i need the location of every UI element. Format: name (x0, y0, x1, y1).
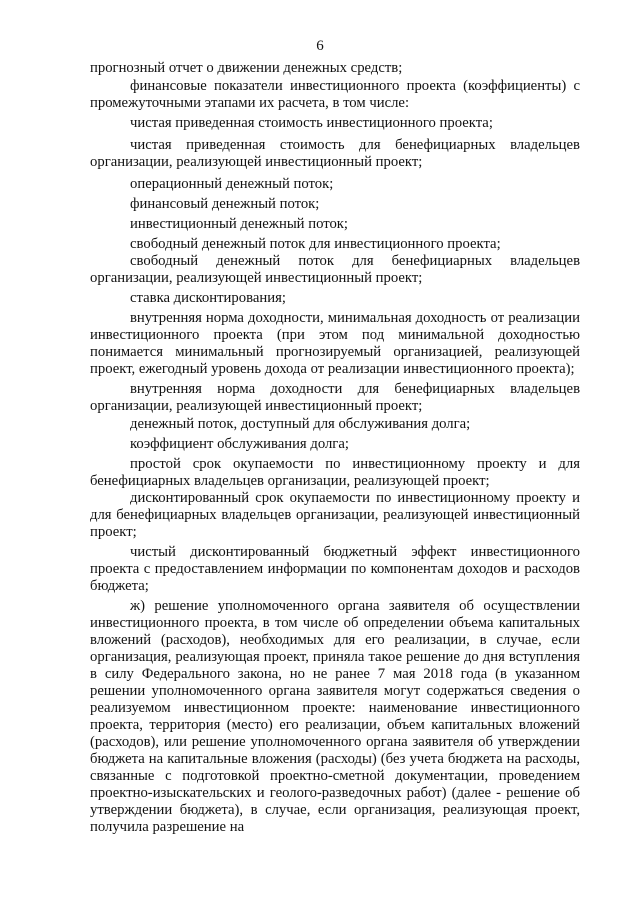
paragraph: коэффициент обслуживания долга; (130, 435, 349, 452)
paragraph: простой срок окупаемости по инвестиционному проекту и для бенефициарных владельцев организации, реализующей проект; (90, 455, 580, 489)
paragraph: инвестиционный денежный поток; (130, 215, 349, 232)
paragraph: чистый дисконтированный бюджетный эффект инвестиционного проекта с предоставлением информации по компонентам доходов и расходов бюджета; (90, 544, 580, 594)
paragraph: финансовые показатели инвестиционного проекта (коэффициенты) с промежуточными этапами их расчета, в том числе: (90, 77, 580, 111)
paragraph: операционный денежный поток; (130, 175, 334, 192)
paragraph: чистая приведенная стоимость для бенефициарных владельцев организации, реализующей инвестиционный проект; (90, 136, 580, 170)
paragraph: прогнозный отчет о движении денежных средств; (90, 60, 403, 76)
paragraph: внутренняя норма доходности для бенефициарных владельцев организации, реализующей инвестиционный проект; (90, 381, 580, 414)
document-body (90, 60, 580, 837)
paragraph: свободный денежный поток для инвестиционного проекта; (130, 235, 501, 252)
paragraph: финансовый денежный поток; (130, 195, 320, 212)
paragraph: чистая приведенная стоимость инвестиционного проекта; (130, 114, 493, 131)
page-number: 6 (316, 38, 324, 54)
paragraph: ставка дисконтирования; (130, 290, 286, 306)
paragraph: свободный денежный поток для бенефициарных владельцев организации, реализующей инвестиционный проект; (90, 253, 580, 286)
paragraph: дисконтированный срок окупаемости по инвестиционному проекту и для бенефициарных владельцев организации, реализующей инвестиционный проект; (90, 490, 580, 540)
paragraph: денежный поток, доступный для обслуживания долга; (130, 415, 471, 432)
paragraph: внутренняя норма доходности, минимальная доходность от реализации инвестиционного проекта (при этом под минимальной доходностью понимается минимальный прогнозируемый организацией, реализующей проект, ежегодный уровень дохода от реализации инвестиционного проекта); (90, 310, 580, 377)
paragraph: ж) решение уполномоченного органа заявителя об осуществлении инвестиционного проекта, в том числе об определении объема капитальных вложений (расходов), необходимых для его реализации, в случае, если организация, реализующая проект, приняла такое решение до дня вступления в силу Федерального закона, но не ранее 7 мая 2018 года (в указанном решении уполномоченного органа заявителя могут содержаться сведения о реализуемом инвестиционном проекте: наименование инвестиционного проекта, территория (место) его реализации, объем капитальных вложений (расходов), или решение уполномоченного органа заявителя об утверждении бюджета на капитальные вложения (расходы) (без учета бюджета на расходы, связанные с подготовкой проектно-сметной документации, проведением проектно-изыскательских и геолого-разведочных работ) (далее - решение об утверждении бюджета), в случае, если организация, реализующая проект, получила разрешение на (90, 598, 580, 835)
